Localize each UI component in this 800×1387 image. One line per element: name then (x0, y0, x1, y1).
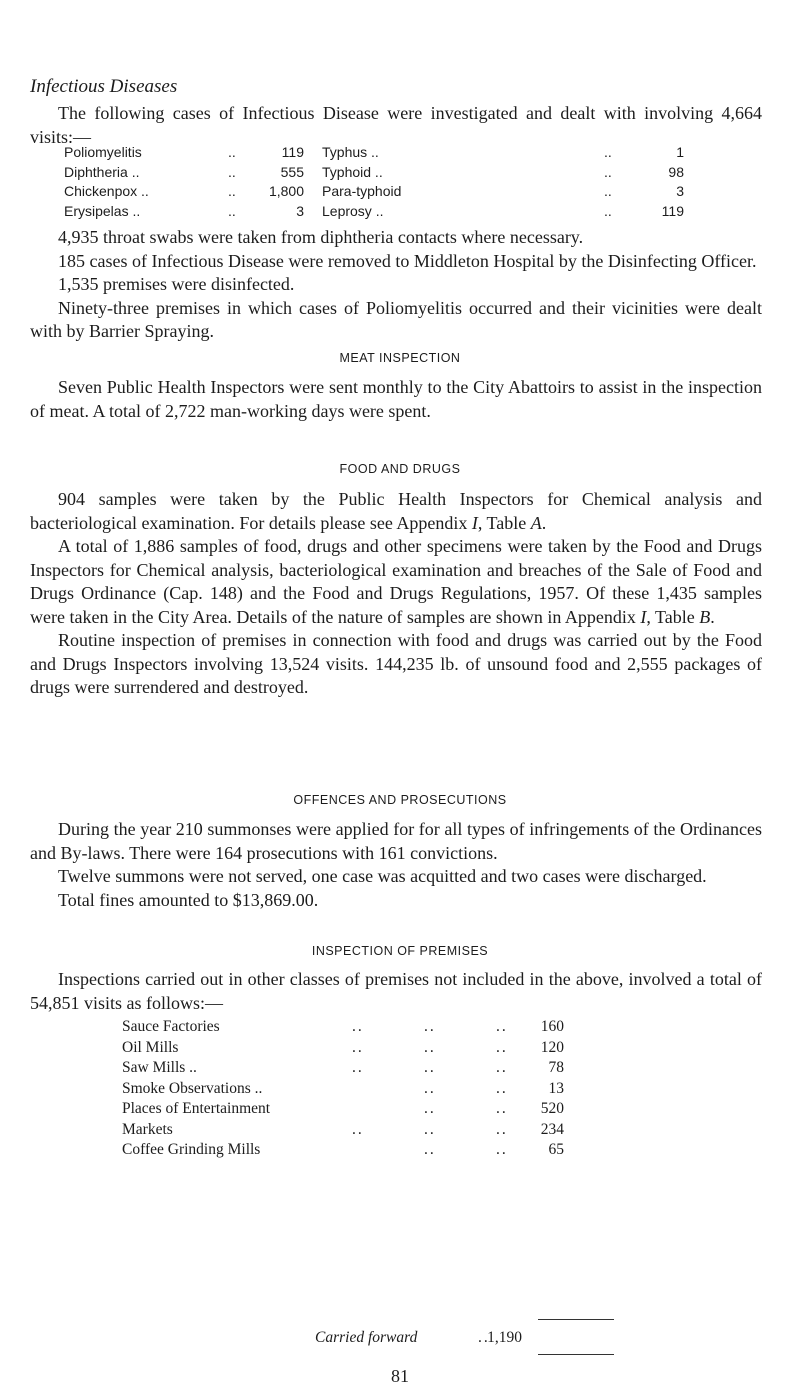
premises-count: 13 (548, 1079, 564, 1097)
leader-dots: .. (604, 202, 612, 219)
premises-intro: Inspections carried out in other classes of premises not included in the above, involved a total of 54,851 visits as follows:— (30, 969, 762, 1013)
disease-row (64, 164, 684, 184)
infectious-notes (30, 226, 762, 344)
premises-name: Saw Mills .. (122, 1059, 197, 1076)
premises-name: Oil Mills (122, 1038, 179, 1056)
text: . (541, 512, 547, 533)
premises-row (122, 1059, 602, 1080)
disease-table (64, 144, 684, 222)
total-rule (538, 1319, 614, 1320)
premises-row (122, 1039, 602, 1060)
text: 904 samples were taken by the Public Health Inspectors for Chemical analysis and bacteriological examination. For details please see Appendix (30, 489, 762, 533)
disease-count: 98 (668, 163, 684, 180)
appendix-ref: I (471, 512, 478, 533)
premises-row (122, 1141, 602, 1162)
disease-row (64, 183, 684, 203)
disease-count: 555 (280, 163, 304, 180)
offences-section (30, 818, 762, 912)
carried-forward-value: 1,190 (487, 1329, 522, 1346)
premises-count: 520 (540, 1100, 564, 1117)
premises-count: 160 (540, 1018, 564, 1035)
page-number: 81 (391, 1366, 409, 1386)
premises-count: 65 (548, 1141, 564, 1158)
disease-name: Para-typhoid (322, 183, 402, 199)
leader-dots: .. (604, 183, 612, 199)
leader-dots: .. (424, 1079, 436, 1097)
leader-dots: .. (496, 1018, 508, 1035)
leader-dots: .. (604, 144, 612, 160)
premises-name: Sauce Factories (122, 1018, 220, 1035)
paragraph: 4,935 throat swabs were taken from diphtheria contacts where necessary. (58, 227, 584, 247)
disease-name: Erysipelas .. (64, 202, 141, 219)
premises-count: 120 (540, 1038, 564, 1056)
disease-name: Chickenpox .. (64, 183, 149, 199)
paragraph: Routine inspection of premises in connection with food and drugs was carried out by the Food and Drugs Inspectors involving 13,524 visits. 144,235 lb. of unsound food and 2,555 packages of drugs were surrendered and destroyed. (30, 630, 762, 697)
paragraph: Twelve summons were not served, one case was acquitted and two cases were discharged. (58, 866, 707, 886)
premises-row (122, 1121, 602, 1142)
leader-dots: .. (424, 1038, 436, 1056)
leader-dots: .. (478, 1329, 490, 1346)
text: A total of 1,886 samples of food, drugs and other specimens were taken by the Food and Drugs Inspectors for Chemical analysis, bacteriological examination and breaches of the Sale of Food and Drugs Ordinance (Cap. 148) and the Food and Drugs Regulations, 1957. Of these 1,435 samples were taken in the City Area. Details of the nature of samples are shown in Appendix (30, 536, 762, 627)
paragraph: 1,535 premises were disinfected. (58, 274, 295, 294)
meat-paragraph: Seven Public Health Inspectors were sent monthly to the City Abattoirs to assist in the inspection of meat. A total of 2,722 man-working days were spent. (30, 377, 762, 421)
disease-name: Typhoid .. (322, 163, 383, 180)
paragraph: During the year 210 summonses were applied for for all types of infringements of the Ordinances and By-laws. There were 164 prosecutions with 161 convictions. (30, 819, 762, 863)
leader-dots: .. (228, 202, 236, 219)
leader-dots: .. (496, 1079, 508, 1097)
meat-heading: MEAT INSPECTION (339, 351, 461, 365)
paragraph (30, 488, 762, 535)
leader-dots: .. (424, 1100, 436, 1117)
disease-count: 3 (676, 183, 684, 199)
premises-row (122, 1100, 602, 1121)
text: . (710, 606, 715, 627)
leader-dots: .. (496, 1100, 508, 1117)
leader-dots: .. (496, 1038, 508, 1056)
leader-dots: .. (496, 1141, 508, 1158)
leader-dots: .. (604, 163, 612, 180)
leader-dots: .. (228, 163, 236, 180)
text: , Table (477, 512, 531, 533)
premises-row (122, 1080, 602, 1101)
disease-count: 1,800 (268, 183, 304, 199)
disease-row (64, 203, 684, 223)
premises-count: 234 (540, 1120, 564, 1138)
carried-forward-label: Carried forward (315, 1329, 418, 1346)
premises-count: 78 (548, 1059, 564, 1076)
disease-count: 119 (281, 144, 304, 160)
disease-row (64, 144, 684, 164)
leader-dots: .. (228, 183, 236, 199)
paragraph: 185 cases of Infectious Disease were removed to Middleton Hospital by the Disinfecting Officer. (58, 250, 757, 271)
section-title: Infectious Diseases (30, 76, 178, 97)
premises-table (122, 1018, 602, 1162)
leader-dots: .. (424, 1059, 436, 1076)
premises-name: Coffee Grinding Mills (122, 1141, 261, 1158)
appendix-ref: I (640, 606, 647, 627)
disease-count: 119 (661, 202, 684, 219)
leader-dots: .. (496, 1120, 508, 1138)
disease-name: Diphtheria .. (64, 163, 140, 180)
text: , Table (646, 606, 700, 627)
premises-name: Markets (122, 1120, 173, 1138)
leader-dots: .. (424, 1141, 436, 1158)
food-heading: FOOD AND DRUGS (339, 462, 461, 476)
premises-name: Places of Entertainment (122, 1100, 271, 1117)
disease-count: 3 (296, 202, 304, 219)
premises-row (122, 1018, 602, 1039)
total-rule (538, 1354, 614, 1355)
table-ref: A (530, 512, 542, 533)
offences-heading: OFFENCES AND PROSECUTIONS (293, 793, 507, 807)
leader-dots: .. (228, 144, 236, 160)
leader-dots: .. (352, 1038, 364, 1056)
paragraph: Total fines amounted to $13,869.00. (58, 889, 319, 910)
leader-dots: .. (424, 1120, 436, 1138)
disease-name: Leprosy .. (322, 202, 384, 219)
paragraph: Ninety-three premises in which cases of Poliomyelitis occurred and their vicinities were dealt with by Barrier Spraying. (30, 297, 762, 341)
table-ref: B (699, 606, 711, 627)
leader-dots: .. (352, 1120, 364, 1138)
food-section (30, 488, 762, 700)
leader-dots: .. (352, 1018, 364, 1035)
disease-count: 1 (676, 144, 684, 160)
disease-name: Typhus .. (322, 144, 379, 160)
leader-dots: .. (352, 1059, 364, 1076)
intro-paragraph: The following cases of Infectious Disease were investigated and dealt with involving 4,664 visits:— (30, 103, 762, 147)
disease-name: Poliomyelitis (64, 144, 142, 160)
paragraph (30, 535, 762, 629)
premises-name: Smoke Observations .. (122, 1079, 263, 1097)
leader-dots: .. (424, 1018, 436, 1035)
premises-heading: INSPECTION OF PREMISES (311, 944, 489, 958)
leader-dots: .. (496, 1059, 508, 1076)
